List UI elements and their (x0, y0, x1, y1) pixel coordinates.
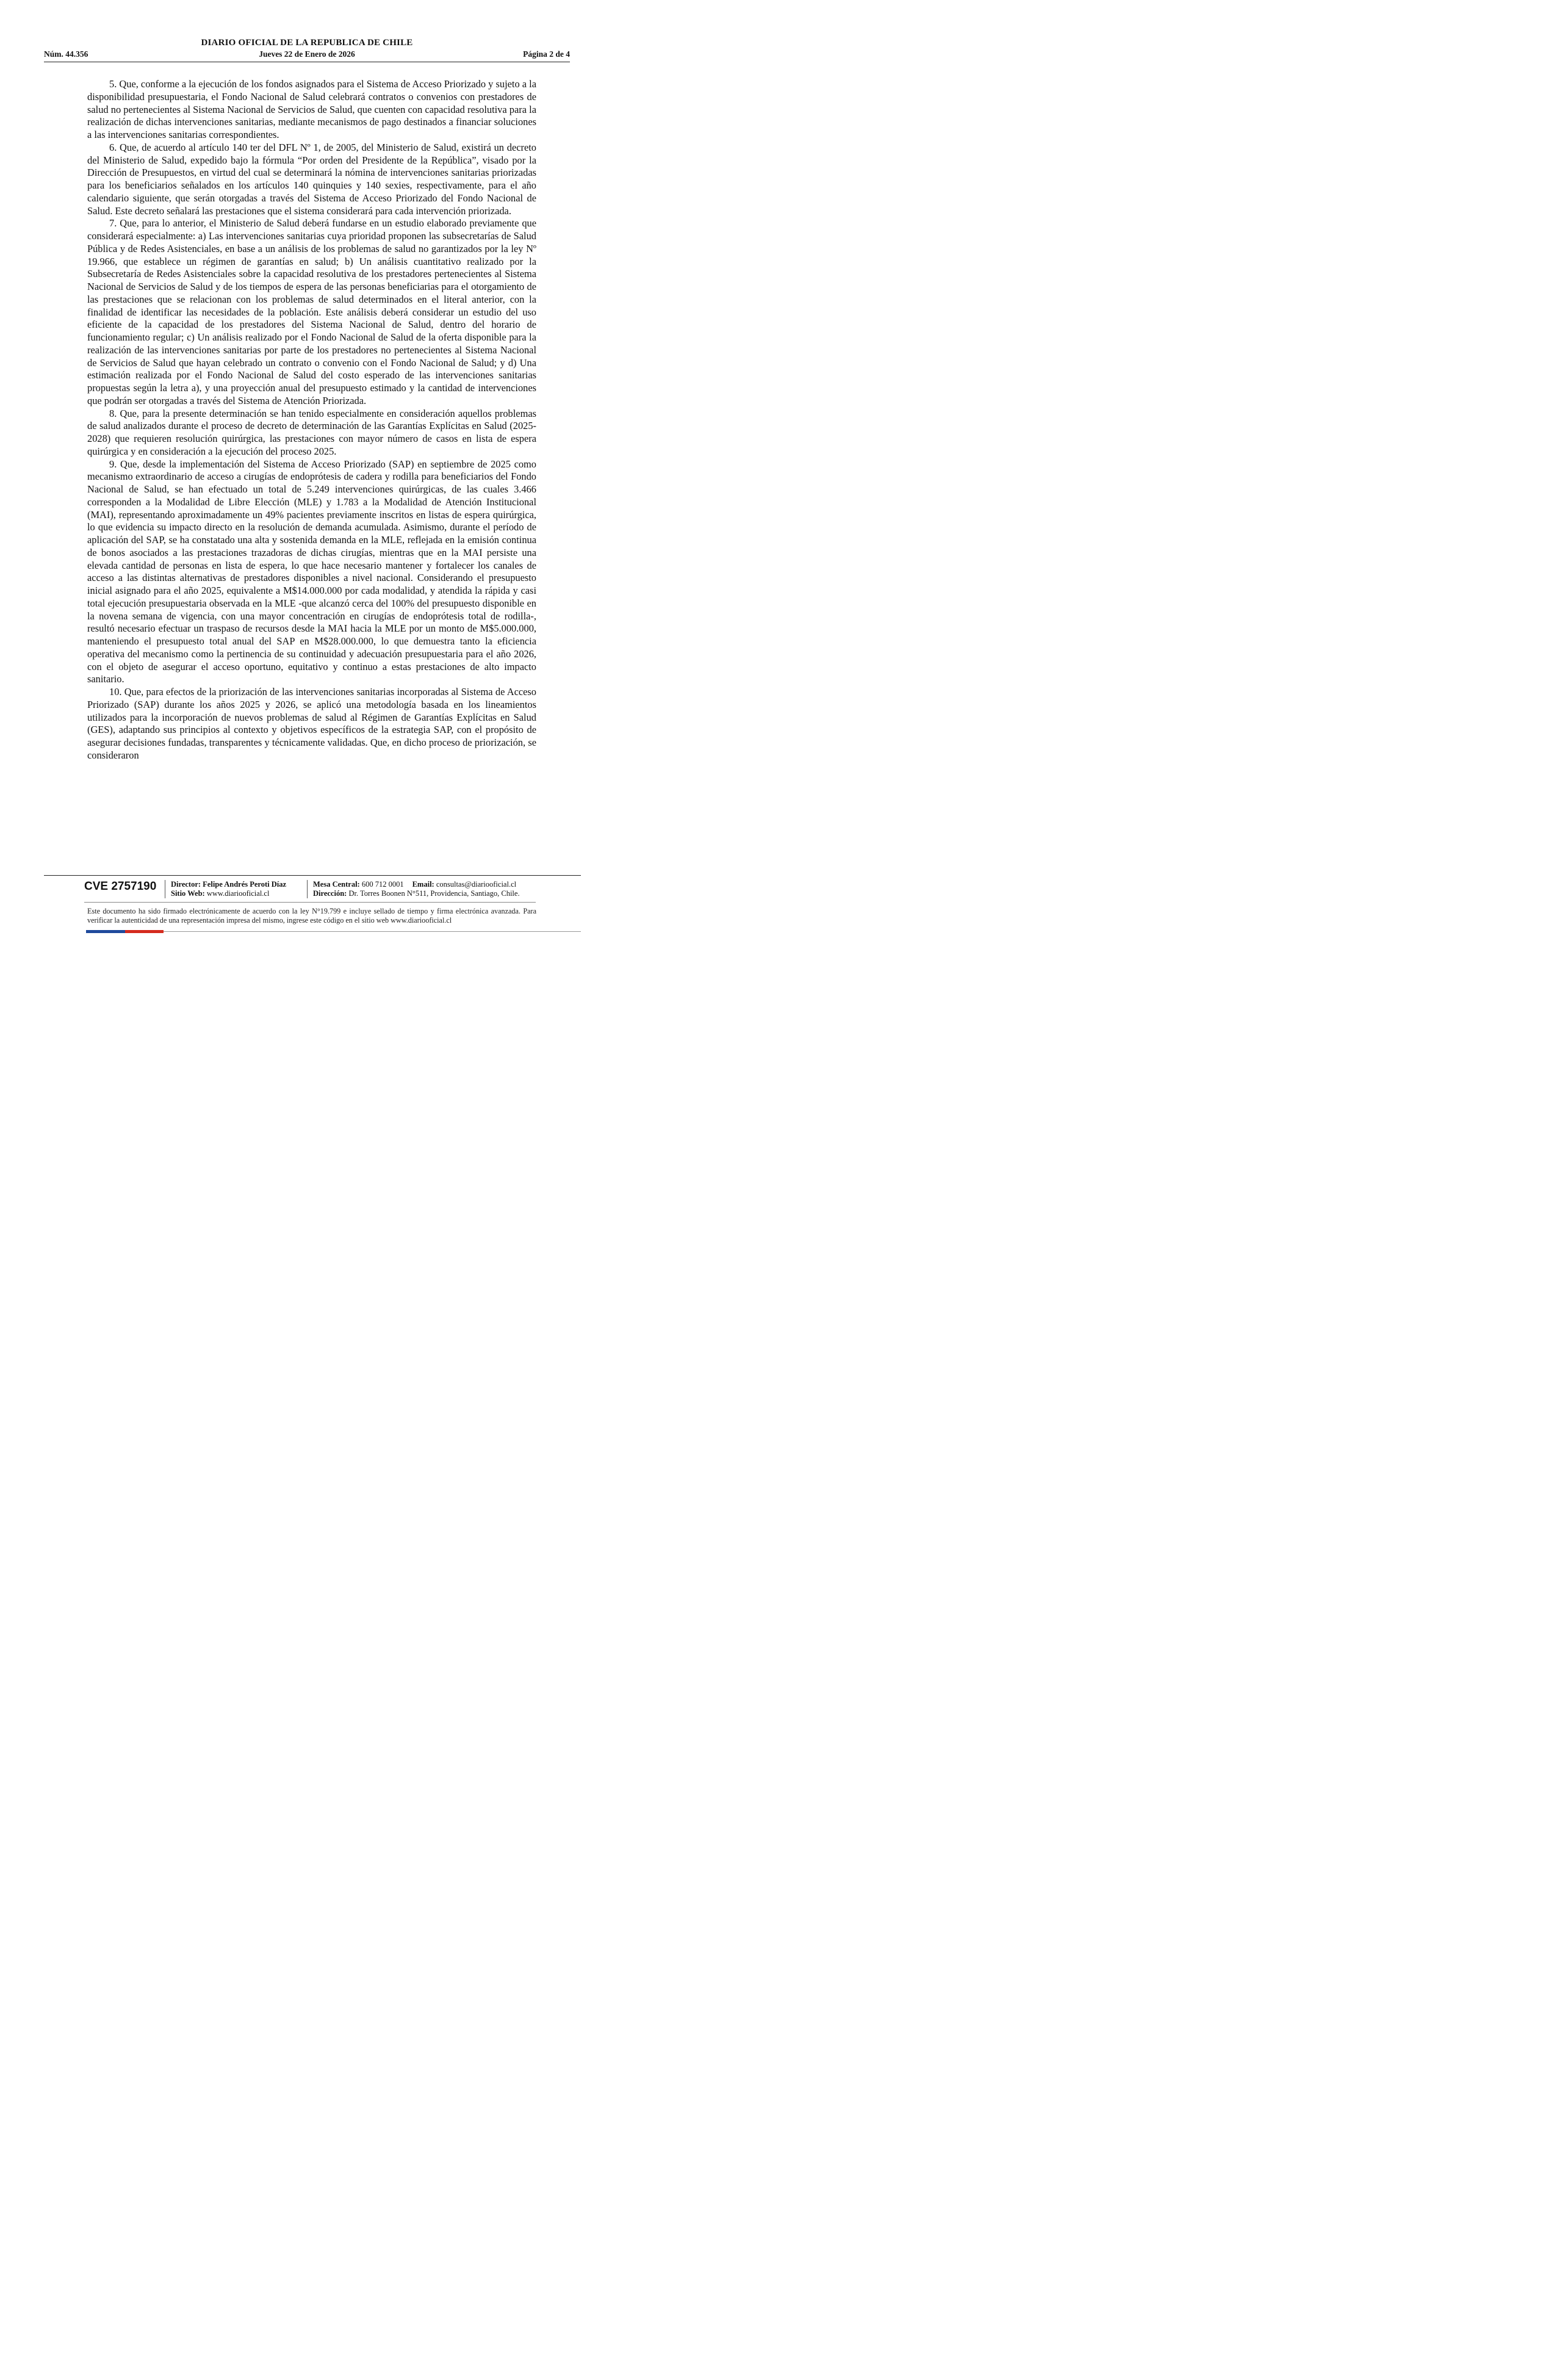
site-label: Sitio Web: (171, 889, 205, 898)
flag-red-segment (125, 930, 164, 933)
document-body (87, 78, 536, 762)
director-name: Felipe Andrés Peroti Díaz (203, 880, 287, 889)
mesa-phone: 600 712 0001 (361, 880, 404, 889)
legal-notice: Este documento ha sido firmado electrónicamente de acuerdo con la ley N°19.799 e incluye sellado de tiempo y firma electrónica avanzada. Para verificar la autenticidad de una representación impresa del mismo, ingrese este código en el sitio web www.diariooficial.cl (87, 907, 536, 925)
paragraph-8: 8. Que, para la presente determinación se han tenido especialmente en consideración aquellos problemas de salud analizados durante el proceso de decreto de determinación de las Garantías Explícitas en Salud (2025-2028) que requieren resolución quirúrgica, las prestaciones con mayor número de casos en lista de espera quirúrgica y en consideración a la ejecución del proceso 2025. (87, 407, 536, 457)
publication-title: DIARIO OFICIAL DE LA REPUBLICA DE CHILE (201, 38, 413, 48)
issue-number: Núm. 44.356 (44, 49, 88, 59)
mesa-label: Mesa Central: (313, 880, 360, 889)
page-indicator: Página 2 de 4 (523, 49, 570, 59)
cve-code: CVE 2757190 (84, 880, 157, 893)
footer-divider (44, 875, 581, 876)
footer-separator (307, 880, 308, 898)
paragraph-10: 10. Que, para efectos de la priorización de las intervenciones sanitarias incorporadas al Sistema de Acceso Priorizado (SAP) durante los años 2025 y 2026, se aplicó una metodología basada en los lineamientos utilizados para la incorporación de nuevos problemas de salud al Régimen de Garantías Explícitas en Salud (GES), adaptando sus principios al contexto y objetivos específicos de la estrategia SAP, con el propósito de asegurar decisiones fundadas, transparentes y técnicamente validadas. Que, en dicho proceso de priorización, se consideraron (87, 686, 536, 761)
paragraph-9: 9. Que, desde la implementación del Sistema de Acceso Priorizado (SAP) en septiembre de 2025 como mecanismo extraordinario de acceso a cirugías de endoprótesis de cadera y rodilla para beneficiarios del Fondo Nacional de Salud, se han efectuado un total de 5.249 intervenciones quirúrgicas, de las cuales 3.466 corresponden a la Modalidad de Libre Elección (MLE) y 1.783 a la Modalidad de Atención Institucional (MAI), representando aproximadamente un 49% pacientes previamente inscritos en listas de espera quirúrgica, lo que evidencia su impacto directo en la resolución de demanda acumulada. Asimismo, durante el período de aplicación del SAP, se ha constatado una alta y sostenida demanda en la MLE, reflejada en la emisión continua de bonos asociados a las prestaciones trazadoras de dichas cirugías, mientras que en la MAI persiste una elevada cantidad de personas en lista de espera, lo que hace necesario mantener y fortalecer los canales de acceso a las distintas alternativas de prestadores disponibles a nivel nacional. Considerando el presupuesto inicial asignado para el año 2025, equivalente a M$14.000.000 por cada modalidad, y atendida la rápida y casi total ejecución presupuestaria observada en la MLE -que alcanzó cerca del 100% del presupuesto disponible en la novena semana de vigencia, con una mayor concentración en cirugías de endoprótesis total de rodilla-, resultó necesario efectuar un traspaso de recursos desde la MAI hacia la MLE por un monto de M$5.000.000, manteniendo el presupuesto total anual del SAP en M$28.000.000, lo que demuestra tanto la eficiencia operativa del mecanismo como la pertinencia de su continuidad y adecuación presupuestaria para el año 2026, con el objeto de asegurar el acceso oportuno, equitativo y continuo a estas prestaciones de alto impacto sanitario. (87, 458, 536, 685)
paragraph-5: 5. Que, conforme a la ejecución de los fondos asignados para el Sistema de Acceso Priorizado y sujeto a la disponibilidad presupuestaria, el Fondo Nacional de Salud celebrará contratos o convenios con prestadores de salud no pertenecientes al Sistema Nacional de Servicios de Salud, que cuenten con capacidad resolutiva para la realización de dichas intervenciones sanitarias, mediante mecanismos de pago destinados a financiar soluciones a las intervenciones sanitarias correspondientes. (87, 78, 536, 140)
director-label: Director: (171, 880, 201, 889)
director-info (171, 880, 286, 898)
chile-flag-stripe (86, 930, 164, 933)
paragraph-6: 6. Que, de acuerdo al artículo 140 ter del DFL Nº 1, de 2005, del Ministerio de Salud, existirá un decreto del Ministerio de Salud, expedido bajo la fórmula “Por orden del Presidente de la República”, visado por la Dirección de Presupuestos, en virtud del cual se determinará la nómina de intervenciones sanitarias priorizadas para los beneficiarios señalados en los artículos 140 quinquies y 140 sexies, respectivamente, para el año calendario siguiente, que serán otorgadas a través del Sistema de Acceso Priorizado del Fondo Nacional de Salud. Este decreto señalará las prestaciones que el sistema considerará para cada intervención priorizada. (87, 141, 536, 217)
email-label: Email: (412, 880, 434, 889)
address-value: Dr. Torres Boonen N°511, Providencia, Santiago, Chile. (348, 889, 520, 898)
issue-date: Jueves 22 de Enero de 2026 (259, 49, 355, 59)
contact-info (313, 880, 520, 898)
flag-blue-segment (86, 930, 125, 933)
paragraph-7: 7. Que, para lo anterior, el Ministerio de Salud deberá fundarse en un estudio elaborado previamente que considerará especialmente: a) Las intervenciones sanitarias cuya prioridad proponen las subsecretarías de Salud Pública y de Redes Asistenciales, en base a un análisis de los problemas de salud no garantizados por la ley Nº 19.966, que establece un régimen de garantías en salud; b) Un análisis cuantitativo realizado por la Subsecretaría de Redes Asistenciales sobre la capacidad resolutiva de los prestadores pertenecientes al Sistema Nacional de Servicios de Salud y de los tiempos de espera de las personas beneficiarias para el otorgamiento de las prestaciones que se relacionan con los problemas de salud determinados en el literal anterior, con la finalidad de identificar las necesidades de la población. Este análisis deberá considerar un estudio del uso eficiente de la capacidad de los prestadores del Sistema Nacional de Salud, dentro del horario de funcionamiento regular; c) Un análisis realizado por el Fondo Nacional de Salud de la oferta disponible para la realización de las intervenciones sanitarias por parte de los prestadores no pertenecientes al Sistema Nacional de Servicios de Salud que hayan celebrado un contrato o convenio con el Fondo Nacional de Salud; y d) Una estimación realizada por el Fondo Nacional de Salud del costo esperado de las intervenciones sanitarias propuestas según la letra a), y una proyección anual del presupuesto estimado y la cantidad de intervenciones que podrán ser otorgadas a través del Sistema de Atención Priorizada. (87, 217, 536, 406)
footer-divider-secondary (84, 902, 536, 903)
address-label: Dirección: (313, 889, 347, 898)
email-link[interactable]: consultas@diariooficial.cl (436, 880, 517, 889)
site-link[interactable]: www.diariooficial.cl (206, 889, 270, 898)
page-header (44, 38, 570, 63)
